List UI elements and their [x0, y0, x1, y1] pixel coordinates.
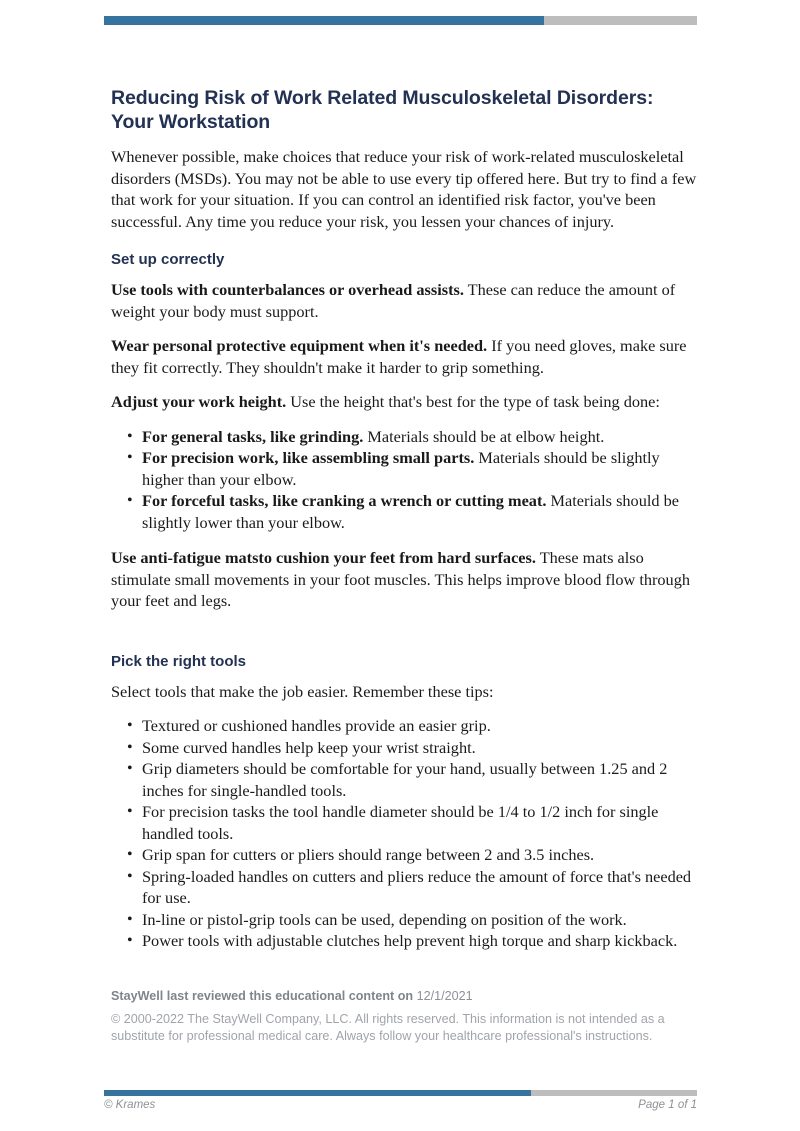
list-item: • Spring-loaded handles on cutters and pliers reduce the amount of force that's needed for use.	[142, 866, 697, 909]
page-footer	[104, 1099, 697, 1111]
footer-rule-fill	[104, 1090, 531, 1096]
paragraph-counterbalances	[111, 279, 697, 322]
list-item: • Power tools with adjustable clutches help prevent high torque and sharp kickback.	[142, 930, 697, 952]
list-item-lead: For forceful tasks, like cranking a wrench or cutting meat.	[142, 491, 547, 510]
section-heading-pick-the-right-tools: Pick the right tools	[111, 652, 247, 670]
list-item	[142, 490, 697, 533]
footer-page-number: Page 1 of 1	[638, 1099, 697, 1111]
review-line	[111, 988, 697, 1005]
paragraph-rest: If you need gloves, make sure they fit correctly. They shouldn't make it harder to grip something.	[111, 336, 687, 377]
list-item-rest: Materials should be slightly lower than your elbow.	[142, 491, 679, 532]
footer-copyright: © Krames	[104, 1099, 156, 1111]
paragraph-ppe	[111, 335, 697, 378]
header-rule-bar	[104, 16, 697, 25]
paragraph-lead: Use anti-fatigue matsto cushion your feet from hard surfaces.	[111, 548, 536, 567]
header-rule-track	[544, 16, 697, 25]
document-content	[111, 86, 697, 1045]
list-item-rest: Materials should be at elbow height.	[363, 426, 605, 446]
paragraph-rest: Use the height that's best for the type of task being done:	[286, 392, 660, 411]
paragraph-lead: Use tools with counterbalances or overhead assists.	[111, 280, 464, 299]
bullet-list-tools	[111, 715, 697, 952]
list-item-lead: For general tasks, like grinding.	[142, 426, 364, 446]
list-item: • In-line or pistol-grip tools can be used, depending on position of the work.	[142, 909, 697, 931]
list-item: • Some curved handles help keep your wrist straight.	[142, 737, 697, 759]
intro-paragraph: Whenever possible, make choices that reduce your risk of work-related musculoskeletal disorders (MSDs). You may not be able to use every tip offered here. But try to find a few that work for your situation. If you can control an identified risk factor, you've been successful. Any time you reduce your risk, you lessen your chances of injury.	[111, 147, 697, 231]
bullet-list-work-height	[111, 426, 697, 534]
paragraph-lead: Wear personal protective equipment when it's needed.	[111, 336, 488, 355]
paragraph-lead: Adjust your work height.	[111, 392, 287, 411]
review-label: StayWell last reviewed this educational content on	[111, 988, 414, 1003]
paragraph-work-height	[111, 391, 697, 413]
review-date: 12/1/2021	[416, 988, 473, 1003]
paragraph-anti-fatigue-mats	[111, 547, 697, 612]
paragraph-tools-intro: Select tools that make the job easier. Remember these tips:	[111, 681, 494, 701]
paragraph-rest: These mats also stimulate small movements in your foot muscles. This helps improve blood flow through your feet and legs.	[111, 548, 690, 610]
attribution-block	[111, 988, 697, 1045]
list-item	[142, 447, 697, 490]
copyright-text: © 2000-2022 The StayWell Company, LLC. All rights reserved. This information is not intended as a substitute for professional medical care. Always follow your healthcare professional's instructions.	[111, 1011, 665, 1043]
list-item: • Grip diameters should be comfortable for your hand, usually between 1.25 and 2 inches for single-handled tools.	[142, 758, 697, 801]
list-item	[142, 426, 697, 448]
list-item: • For precision tasks the tool handle diameter should be 1/4 to 1/2 inch for single handled tools.	[142, 801, 697, 844]
header-rule-fill	[104, 16, 544, 25]
list-item-rest: Materials should be slightly higher than your elbow.	[142, 448, 660, 489]
list-item: • Textured or cushioned handles provide an easier grip.	[142, 715, 697, 737]
section-heading-set-up-correctly: Set up correctly	[111, 251, 225, 268]
paragraph-rest: These can reduce the amount of weight your body must support.	[111, 280, 676, 321]
list-item-lead: For precision work, like assembling small parts.	[142, 448, 475, 467]
list-item: • Grip span for cutters or pliers should range between 2 and 3.5 inches.	[142, 844, 697, 866]
footer-rule-bar	[104, 1090, 697, 1096]
page-title: Reducing Risk of Work Related Musculoskeletal Disorders: Your Workstation	[111, 87, 654, 133]
footer-rule-track	[531, 1090, 697, 1096]
